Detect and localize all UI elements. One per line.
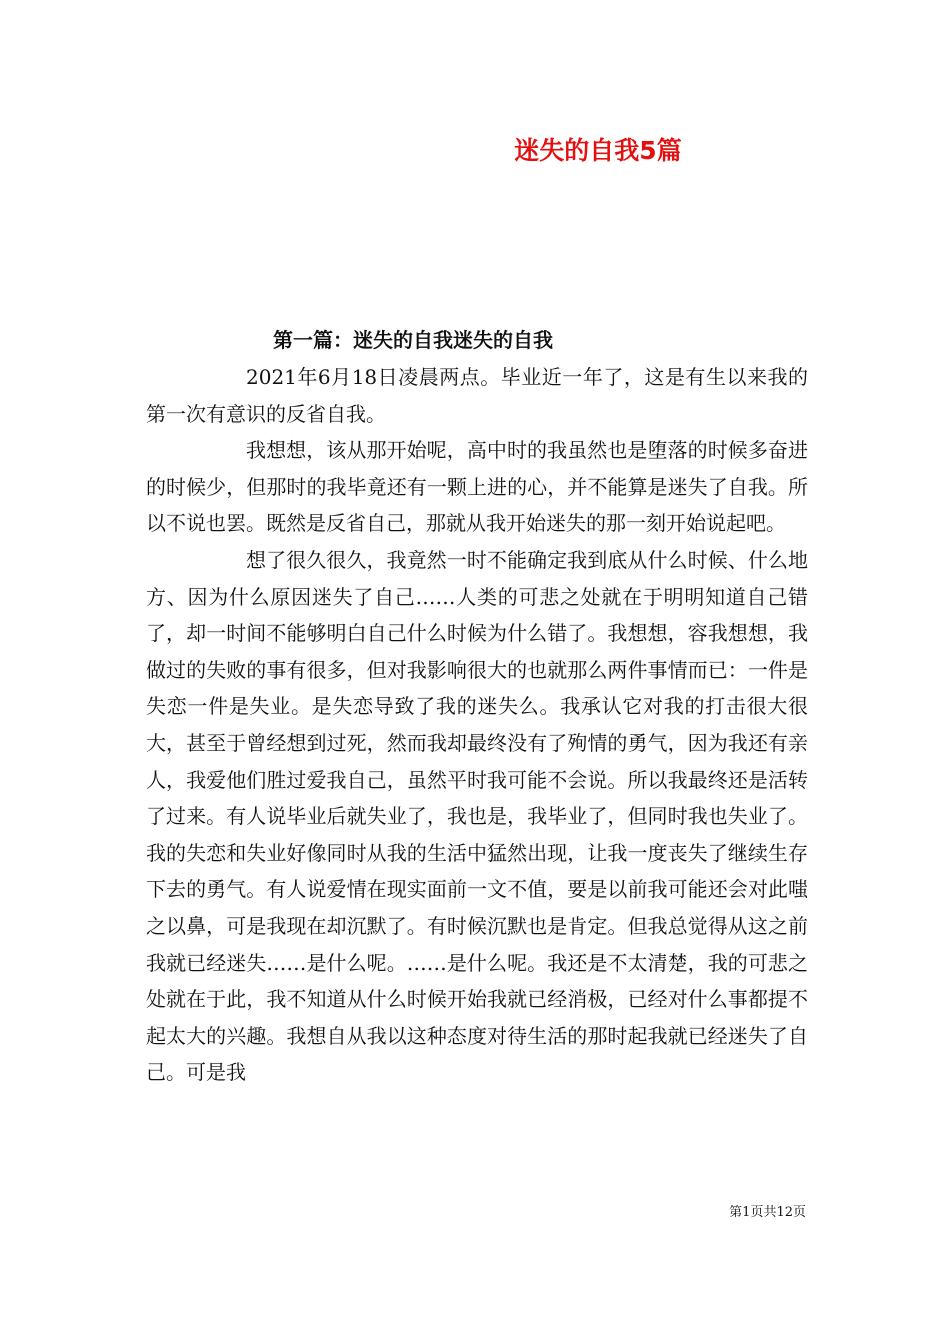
paragraph: 我想想，该从那开始呢，高中时的我虽然也是堕落的时候多奋进的时候少，但那时的我毕竟还有一颗上进的心，并不能算是迷失了自我。所以不说也罢。既然是反省自己，那就从我开始迷失的那一刻开始说起吧。 [146, 438, 808, 536]
paragraph: 2021年6月18日凌晨两点。毕业近一年了，这是有生以来我的第一次有意识的反省自我。 [146, 365, 808, 426]
body-text [146, 359, 808, 1091]
paragraph: 想了很久很久，我竟然一时不能确定我到底从什么时候、什么地方、因为什么原因迷失了自己……人类的可悲之处就在于明明知道自己错了，却一时间不能够明白自己什么时候为什么错了。我想想，容我想想，我做过的失败的事有很多，但对我影响很大的也就那么两件事情而已：一件是失恋一件是失业。是失恋导致了我的迷失么。我承认它对我的打击很大很大，甚至于曾经想到过死，然而我却最终没有了殉情的勇气，因为我还有亲人，我爱他们胜过爱我自己，虽然平时我可能不会说。所以我最终还是活转了过来。有人说毕业后就失业了，我也是，我毕业了，但同时我也失业了。我的失恋和失业好像同时从我的生活中猛然出现，让我一度丧失了继续生存下去的勇气。有人说爱情在现实面前一文不值，要是以前我可能还会对此嗤之以鼻，可是我现在却沉默了。有时候沉默也是肯定。但我总觉得从这之前我就已经迷失……是什么呢。……是什么呢。我还是不太清楚，我的可悲之处就在于此，我不知道从什么时候开始我就已经消极，已经对什么事都提不起太大的兴趣。我想自从我以这种态度对待生活的那时起我就已经迷失了自己。可是我 [146, 547, 808, 1085]
document-title: 迷失的自我5篇 [514, 136, 682, 165]
page-number: 第1页共12页 [729, 1205, 806, 1220]
section-heading: 第一篇：迷失的自我迷失的自我 [273, 328, 553, 352]
